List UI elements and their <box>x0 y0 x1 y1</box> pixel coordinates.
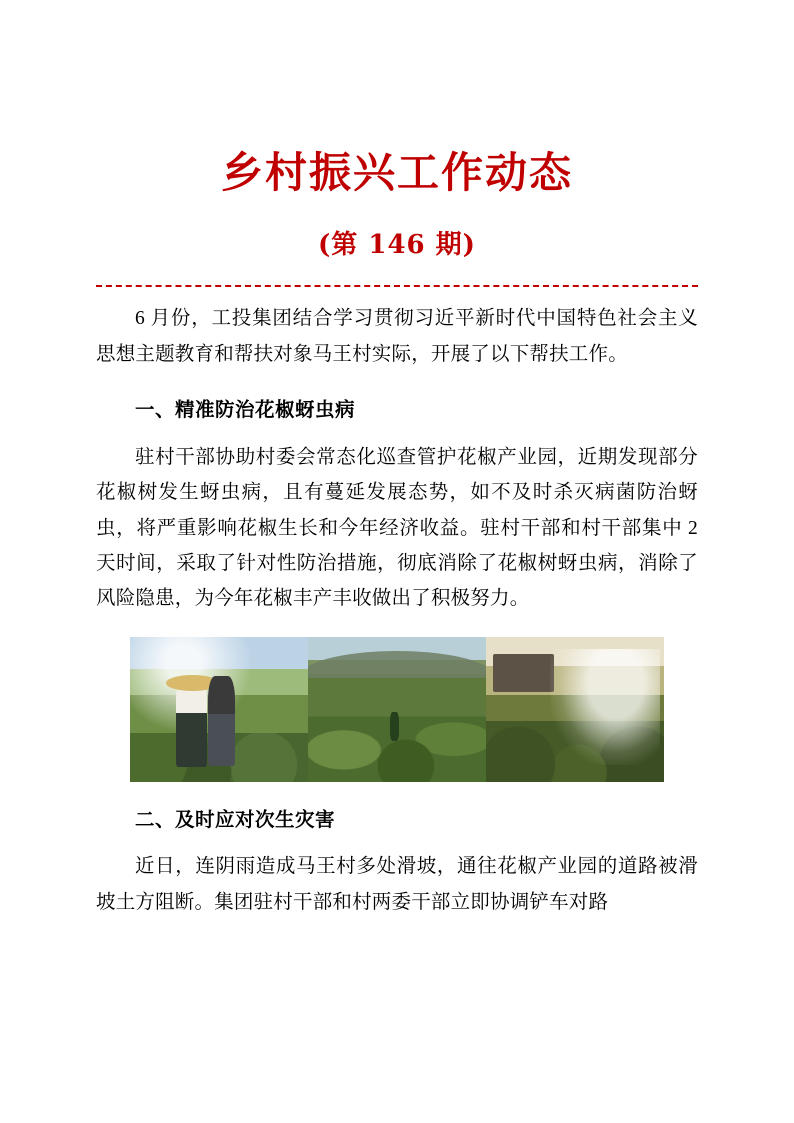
section-body-2: 近日，连阴雨造成马王村多处滑坡，通往花椒产业园的道路被滑坡土方阻断。集团驻村干部和村两委干部立即协调铲车对路 <box>96 856 698 913</box>
issue-number: (第 146 期) <box>318 230 476 261</box>
distant-hill <box>308 651 486 677</box>
section-heading-1: 一、精准防治花椒蚜虫病 <box>135 398 356 422</box>
header-divider <box>96 285 698 287</box>
intro-paragraph: 6 月份，工投集团结合学习贯彻习近平新时代中国特色社会主义思想主题教育和帮扶对象马王村实际，开展了以下帮扶工作。 <box>96 308 698 365</box>
worker-in-field <box>390 712 399 741</box>
photo-green-field <box>308 637 486 782</box>
photo-orchard-inspection <box>130 637 308 782</box>
figure-row <box>130 637 664 782</box>
section-heading-2: 二、及时应对次生灾害 <box>135 807 336 831</box>
person-with-hat <box>176 680 206 767</box>
second-person <box>208 676 235 766</box>
farm-shed <box>493 654 554 692</box>
page-title: 乡村振兴工作动态 <box>220 148 573 197</box>
section-body-1: 驻村干部协助村委会常态化巡查管护花椒产业园，近期发现部分花椒树发生蚜虫病，且有蔓延发展态势，如不及时杀灭病菌防治蚜虫，将严重影响花椒生长和今年经济收益。驻村干部和村干部集中 2 天时间，采取了针对性防治措施，彻底消除了花椒树蚜虫病，消除了风险隐患，为今年花椒丰产丰收做出了积极努力。 <box>96 446 698 610</box>
pesticide-mist <box>550 649 660 765</box>
photo-spraying <box>486 637 664 782</box>
